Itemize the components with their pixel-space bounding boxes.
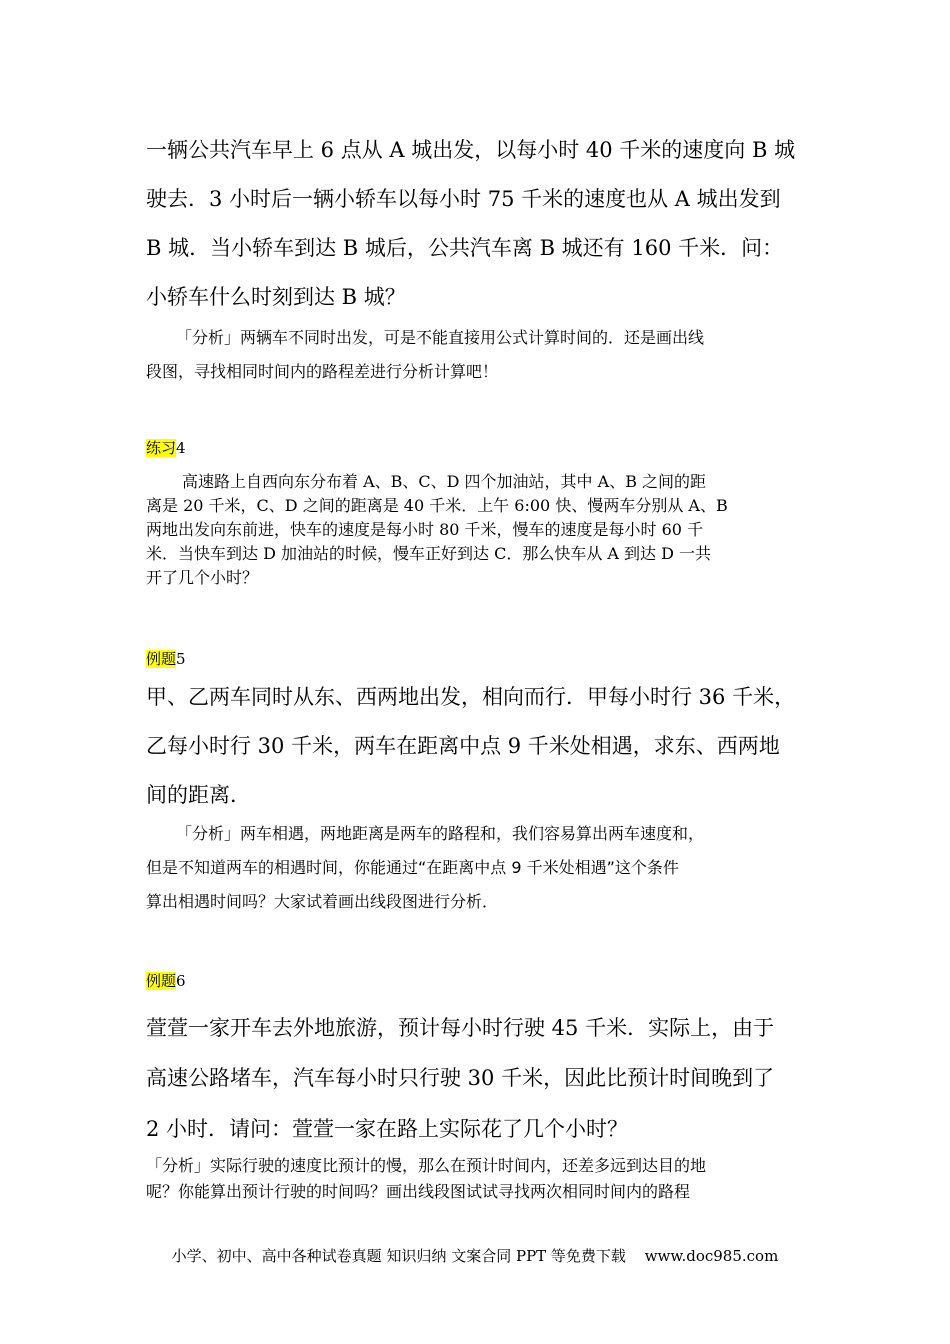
problem-prev-analysis — [146, 321, 826, 389]
text-line: 高速公路堵车，汽车每小时只行驶 30 千米，因此比预计时间晚到了 — [146, 1066, 775, 1090]
example-6-text — [146, 1004, 826, 1154]
example-6-analysis — [146, 1153, 826, 1205]
example-5-label — [146, 648, 186, 669]
text-line: 甲、乙两车同时从东、西两地出发，相向而行．甲每小时行 36 千米， — [146, 685, 796, 709]
text-line: 驶去．3 小时后一辆小轿车以每小时 75 千米的速度也从 A 城出发到 — [146, 187, 781, 211]
text-line: 间的距离． — [146, 783, 251, 807]
example-label-highlight: 例题 — [146, 972, 177, 990]
analysis-line: 算出相遇时间吗？大家试着画出线段图进行分析． — [146, 892, 499, 911]
analysis-line: 呢？你能算出预计行驶的时间吗？画出线段图试试寻找两次相同时间内的路程 — [146, 1182, 691, 1201]
footer-text: 小学、初中、高中各种试卷真题 知识归纳 文案合同 PPT 等免费下载 — [171, 1247, 626, 1265]
example-number: 5 — [176, 650, 186, 668]
text-line: 两地出发向东前进，快车的速度是每小时 80 千米，慢车的速度是每小时 60 千 — [146, 520, 704, 539]
page-footer — [0, 1245, 950, 1266]
problem-prev-text — [146, 126, 826, 322]
footer-url[interactable]: www.doc985.com — [644, 1247, 779, 1265]
analysis-line: 「分析」实际行驶的速度比预计的慢，那么在预计时间内，还差多远到达目的地 — [146, 1156, 707, 1175]
analysis-line: 「分析」两辆车不同时出发，可是不能直接用公式计算时间的．还是画出线 — [176, 328, 705, 347]
text-line: B 城．当小轿车到达 B 城后，公共汽车离 B 城还有 160 千米．问： — [146, 236, 784, 260]
analysis-line: 段图，寻找相同时间内的路程差进行分析计算吧！ — [146, 362, 499, 381]
example-6-label — [146, 970, 186, 991]
example-5-analysis — [146, 817, 826, 919]
practice-number: 4 — [176, 439, 186, 457]
text-line: 小轿车什么时刻到达 B 城？ — [146, 285, 406, 309]
text-line: 一辆公共汽车早上 6 点从 A 城出发，以每小时 40 千米的速度向 B 城 — [146, 138, 796, 162]
example-label-highlight: 例题 — [146, 650, 177, 668]
analysis-line: 但是不知道两车的相遇时间，你能通过“在距离中点 9 千米处相遇”这个条件 — [146, 858, 679, 877]
practice-4-text — [146, 470, 826, 590]
text-line: 开了几个小时？ — [146, 568, 259, 587]
text-line: 2 小时．请问：萱萱一家在路上实际花了几个小时？ — [146, 1117, 629, 1141]
example-number: 6 — [176, 972, 186, 990]
text-line: 萱萱一家开车去外地旅游，预计每小时行驶 45 千米．实际上，由于 — [146, 1016, 775, 1040]
analysis-line: 「分析」两车相遇，两地距离是两车的路程和，我们容易算出两车速度和， — [176, 824, 705, 843]
text-line: 离是 20 千米，C、D 之间的距离是 40 千米．上午 6:00 快、慢两车分别从 A、B — [146, 496, 728, 515]
text-line: 高速路上自西向东分布着 A、B、C、D 四个加油站，其中 A、B 之间的距 — [182, 472, 707, 491]
example-5-text — [146, 673, 826, 820]
text-line: 米．当快车到达 D 加油站的时候，慢车正好到达 C．那么快车从 A 到达 D 一共 — [146, 544, 712, 563]
practice-label-highlight: 练习 — [146, 439, 177, 457]
practice-4-label — [146, 437, 186, 458]
text-line: 乙每小时行 30 千米，两车在距离中点 9 千米处相遇，求东、西两地 — [146, 734, 780, 758]
